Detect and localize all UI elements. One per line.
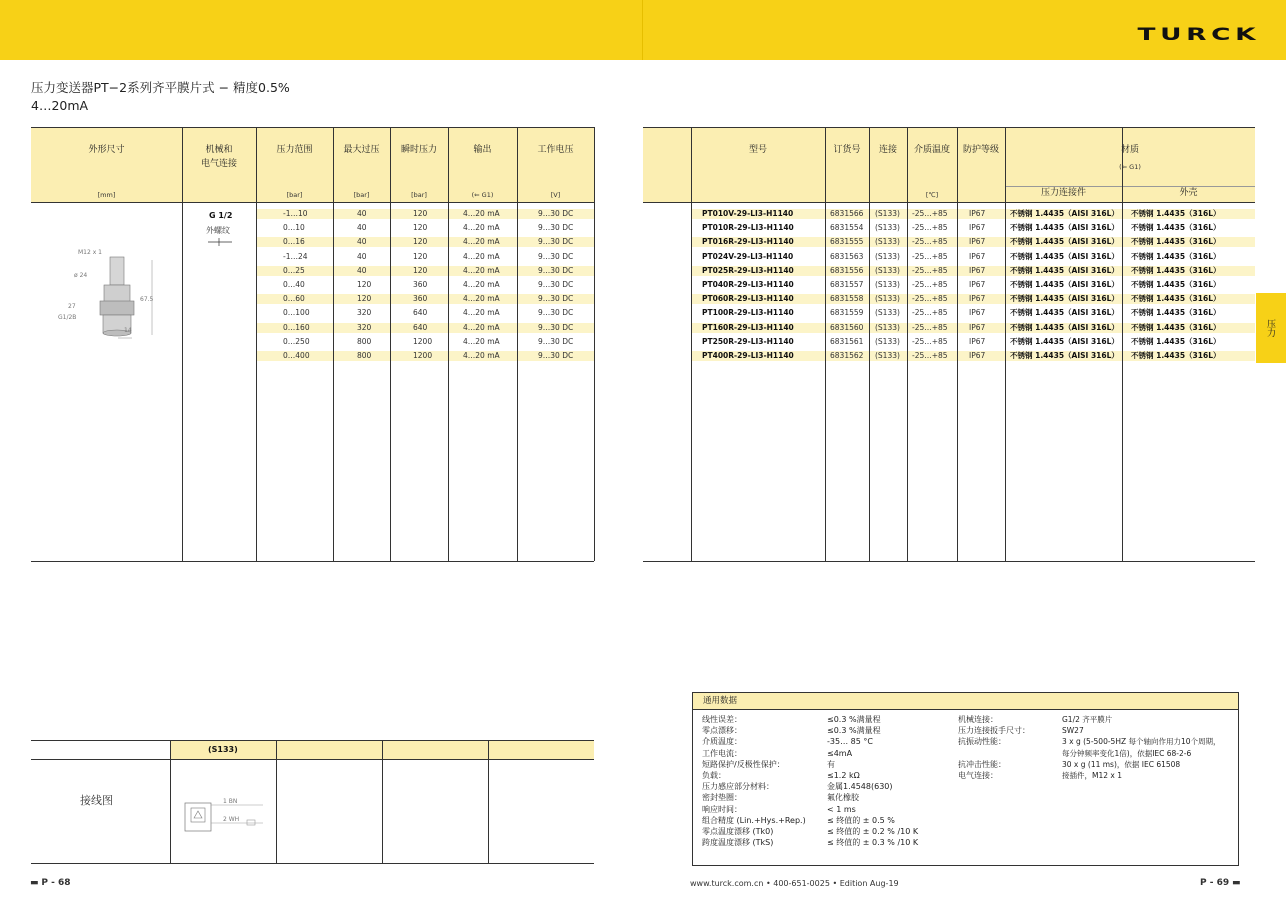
cell-burst: 120 [413,265,428,275]
cell-range: 0…60 [283,294,305,304]
cell-out: 4…20 mA [463,308,500,318]
cell-mat1: 不锈钢 1.4435（AISI 316L） [1010,265,1119,275]
cell-ident: 6831557 [830,280,864,289]
general-label: 电气连接： [958,771,998,780]
header-unit-3: [bar] [353,191,370,199]
cell-volt: 9…30 DC [538,294,574,304]
cell-mat2: 不锈钢 1.4435（316L） [1131,294,1221,304]
dim-d24: ø 24 [74,272,88,279]
cell-conn: (S133) [875,251,900,261]
cell-out: 4…20 mA [463,351,500,360]
cell-conn: (S133) [875,209,900,218]
general-value: 金属1.4548(630) [827,782,893,792]
general-value: ≤ 终值的 ± 0.3 % /10 K [827,838,919,848]
cell-volt: 9…30 DC [538,322,574,332]
general-value: 30 x g (11 ms)，依据 IEC 61508 [1062,759,1181,769]
header-bar [0,0,1286,60]
header-material-col1: 压力连接件 [1040,188,1086,198]
wiring-pin2: 2 WH [223,816,240,823]
cell-burst: 1200 [413,336,433,346]
header-r2: 连接 [878,145,897,155]
header-6: 工作电压 [537,145,574,155]
cell-conn: (S133) [875,223,900,233]
cell-ident: 6831566 [830,209,864,218]
connection-thread: G 1/2 [209,211,233,220]
general-label: 线性误差： [702,715,742,724]
col-divider [957,127,958,561]
general-label: 压力连接扳手尺寸： [958,726,1030,736]
header-4: 瞬时压力 [400,145,437,155]
cell-range: 0…40 [283,280,305,289]
cell-overp: 40 [357,251,367,261]
rule-head [31,202,594,203]
col-divider [869,127,870,561]
cell-type: PT010R-29-LI3-H1140 [702,223,794,233]
page-number-right: P - 69 ▬ [1200,878,1241,888]
cell-ip: IP67 [969,336,986,346]
cell-conn: (S133) [875,280,900,289]
cell-overp: 120 [357,280,372,289]
general-label: 抗振动性能： [958,737,1006,747]
cell-out: 4…20 mA [463,322,500,332]
general-label: 响应时间： [702,804,742,814]
cell-overp: 320 [357,308,372,318]
header-r4: 防护等级 [962,145,999,155]
header-3: 最大过压 [343,145,380,155]
cell-conn: (S133) [875,322,900,332]
cell-overp: 120 [357,294,372,304]
cell-ip: IP67 [969,308,986,318]
title-line1: 压力变送器PT−2系列齐平膜片式 − 精度0.5% [31,80,290,95]
cell-mat2: 不锈钢 1.4435（316L） [1131,251,1221,261]
cell-ip: IP67 [969,265,986,275]
cell-type: PT040R-29-LI3-H1140 [702,280,794,289]
cell-temp: -25…+85 [912,251,948,261]
cell-overp: 40 [357,223,367,233]
cell-burst: 1200 [413,351,433,360]
cell-volt: 9…30 DC [538,308,574,318]
dim-length: 67.5 [140,296,154,303]
cell-volt: 9…30 DC [538,336,574,346]
header-material: 材质 [1120,145,1139,155]
cell-mat1: 不锈钢 1.4435（AISI 316L） [1010,351,1119,360]
cell-out: 4…20 mA [463,237,500,247]
header-unit-6: [V] [550,191,561,199]
cell-ip: IP67 [969,351,986,360]
cell-ident: 6831554 [830,223,864,233]
cell-volt: 9…30 DC [538,351,574,360]
connector-symbol-icon [208,238,232,246]
cell-conn: (S133) [875,336,900,346]
general-label: 抗冲击性能： [958,759,1006,769]
rule-bottom [643,561,1255,562]
header-unit-0: [mm] [97,191,116,199]
cell-ident: 6831558 [830,294,864,304]
header-material-col2: 外壳 [1179,188,1198,198]
cell-conn: (S133) [875,351,900,360]
col-divider [594,127,595,561]
footer-contact: www.turck.com.cn • 400-651-0025 • Edition Aug-19 [690,879,899,888]
cell-mat1: 不锈钢 1.4435（AISI 316L） [1010,308,1119,318]
col-divider [825,127,826,561]
cell-mat2: 不锈钢 1.4435（316L） [1131,237,1221,247]
cell-overp: 800 [357,336,372,346]
cell-out: 4…20 mA [463,294,500,304]
cell-range: -1…24 [283,251,308,261]
header-1: 机械和 电气连接 [200,145,237,169]
cell-ip: IP67 [969,294,986,304]
cell-temp: -25…+85 [912,336,948,346]
side-tab[interactable] [1256,293,1286,363]
cell-range: 0…100 [283,308,310,318]
cell-ip: IP67 [969,280,986,289]
header-r3: 介质温度 [913,145,950,155]
cell-ident: 6831560 [830,322,864,332]
cell-out: 4…20 mA [463,251,500,261]
general-label: 零点温度漂移 (Tk0) [702,827,774,836]
cell-temp: -25…+85 [912,265,948,275]
title-line2: 4…20mA [31,98,89,113]
cell-ip: IP67 [969,322,986,332]
cell-overp: 800 [357,351,372,360]
cell-type: PT400R-29-LI3-H1140 [702,351,794,360]
cell-type: PT100R-29-LI3-H1140 [702,308,794,318]
cell-temp: -25…+85 [912,280,948,289]
cell-ident: 6831562 [830,351,864,360]
cell-mat2: 不锈钢 1.4435（316L） [1131,336,1221,346]
cell-range: -1…10 [283,209,308,218]
cell-ident: 6831563 [830,251,864,261]
cell-mat2: 不锈钢 1.4435（316L） [1131,308,1221,318]
cell-mat2: 不锈钢 1.4435（316L） [1131,223,1221,233]
general-label: 负载： [702,771,726,780]
cell-overp: 40 [357,265,367,275]
rule-top [31,127,594,128]
general-value: G1/2 齐平膜片 [1062,715,1113,724]
header-r0: 型号 [748,145,767,155]
cell-range: 0…400 [283,351,310,360]
general-label: 密封垫圈： [702,793,742,803]
dim-m12: M12 x 1 [78,249,102,256]
connection-type: 外螺纹 [206,226,230,235]
cell-mat1: 不锈钢 1.4435（AISI 316L） [1010,294,1119,304]
general-label: 零点漂移： [702,726,742,736]
general-value: -35… 85 °C [827,737,873,747]
col-divider [182,127,183,561]
cell-temp: -25…+85 [912,322,948,332]
cell-mat1: 不锈钢 1.4435（AISI 316L） [1010,237,1119,247]
cell-conn: (S133) [875,265,900,275]
cell-range: 0…250 [283,336,310,346]
cell-type: PT010V-29-LI3-H1140 [702,209,794,218]
cell-range: 0…25 [283,265,305,275]
cell-burst: 120 [413,251,428,261]
cell-mat1: 不锈钢 1.4435（AISI 316L） [1010,209,1119,218]
general-label: 机械连接： [958,715,998,724]
header-5: 输出 [473,145,492,155]
cell-burst: 120 [413,223,428,233]
cell-burst: 640 [413,308,428,318]
cell-ident: 6831559 [830,308,864,318]
dim-14: 14 [124,327,132,334]
cell-ip: IP67 [969,209,986,218]
cell-mat1: 不锈钢 1.4435（AISI 316L） [1010,322,1119,332]
general-value: ≤0.3 %满量程 [827,715,881,724]
general-value: ≤ 终值的 ± 0.5 % [827,815,895,825]
cell-mat2: 不锈钢 1.4435（316L） [1131,351,1221,360]
cell-type: PT025R-29-LI3-H1140 [702,265,794,275]
rule-top [643,127,1255,128]
cell-burst: 640 [413,322,428,332]
general-label: 工作电流： [702,748,742,758]
cell-type: PT250R-29-LI3-H1140 [702,336,794,346]
rule-head [643,202,1255,203]
cell-burst: 360 [413,280,428,289]
cell-mat1: 不锈钢 1.4435（AISI 316L） [1010,223,1119,233]
cell-range: 0…16 [283,237,305,247]
header-r1: 订货号 [833,145,861,155]
cell-range: 0…10 [283,223,305,233]
cell-mat2: 不锈钢 1.4435（316L） [1131,322,1221,332]
general-data-box [692,692,1239,866]
cell-mat1: 不锈钢 1.4435（AISI 316L） [1010,251,1119,261]
cell-mat1: 不锈钢 1.4435（AISI 316L） [1010,280,1119,289]
wiring-pin1: 1 BN [223,798,238,805]
header-0: 外形尺寸 [88,145,125,155]
cell-burst: 120 [413,209,428,218]
cell-type: PT060R-29-LI3-H1140 [702,294,794,304]
cell-ident: 6831561 [830,336,864,346]
dim-g12: G1/2B [58,314,77,321]
page-title [31,79,290,115]
header-material-sub: (⇐ G1) [1119,163,1141,171]
side-tab-label: 压力 [1265,319,1275,337]
general-value: ≤1.2 kΩ [827,771,860,780]
general-value: 氟化橡胶 [827,793,859,803]
cell-range: 0…160 [283,322,310,332]
cell-volt: 9…30 DC [538,251,574,261]
cell-volt: 9…30 DC [538,209,574,218]
general-value: ≤4mA [827,748,853,758]
dim-sw27: 27 [68,303,76,310]
cell-overp: 320 [357,322,372,332]
general-value: 有 [827,759,835,769]
general-label: 组合精度 (Lin.+Hys.+Rep.) [702,815,806,825]
cell-type: PT160R-29-LI3-H1140 [702,322,794,332]
general-label: 跨度温度漂移 (TkS) [702,838,774,848]
cell-out: 4…20 mA [463,336,500,346]
cell-conn: (S133) [875,294,900,304]
cell-mat2: 不锈钢 1.4435（316L） [1131,280,1221,289]
header-unit-5: (⇐ G1) [471,191,494,199]
cell-temp: -25…+85 [912,308,948,318]
header-unit-2: [bar] [286,191,303,199]
general-value: 每分钟频率变化1倍)，依据IEC 68-2-6 [1062,748,1192,758]
page-number-left: ▬ P - 68 [30,878,71,888]
general-value: 3 x g (5-500-5HZ 每个轴向作用力10个周期， [1062,737,1221,747]
cell-type: PT024V-29-LI3-H1140 [702,251,794,261]
general-label: 短路保护/反极性保护： [702,759,785,769]
cell-temp: -25…+85 [912,237,948,247]
general-value: < 1 ms [827,804,856,814]
turck-logo: TURCK [1137,25,1260,45]
cell-out: 4…20 mA [463,280,500,289]
cell-out: 4…20 mA [463,209,500,218]
rule-bottom [31,561,594,562]
header-2: 压力范围 [276,145,313,155]
cell-overp: 40 [357,209,367,218]
cell-conn: (S133) [875,237,900,247]
general-value: ≤ 终值的 ± 0.2 % /10 K [827,827,919,836]
cell-mat2: 不锈钢 1.4435（316L） [1131,265,1221,275]
cell-mat2: 不锈钢 1.4435（316L） [1131,209,1221,218]
general-label: 介质温度： [702,737,742,747]
cell-temp: -25…+85 [912,351,948,360]
cell-volt: 9…30 DC [538,223,574,233]
cell-volt: 9…30 DC [538,237,574,247]
cell-volt: 9…30 DC [538,280,574,289]
cell-out: 4…20 mA [463,223,500,233]
general-value: ≤0.3 %满量程 [827,726,881,736]
cell-ip: IP67 [969,237,986,247]
cell-conn: (S133) [875,308,900,318]
cell-out: 4…20 mA [463,265,500,275]
cell-burst: 360 [413,294,428,304]
general-value: 接插件，M12 x 1 [1062,771,1122,780]
header-unit-4: [bar] [411,191,427,199]
cell-volt: 9…30 DC [538,265,574,275]
cell-ident: 6831556 [830,265,864,275]
wiring-code: (S133) [208,745,238,754]
header-r-unit-3: [℃] [925,191,939,199]
cell-ident: 6831555 [830,237,864,247]
cell-type: PT016R-29-LI3-H1140 [702,237,794,247]
wiring-label: 接线图 [80,794,113,807]
cell-overp: 40 [357,237,367,247]
general-label: 压力感应部分材料： [702,782,774,792]
cell-temp: -25…+85 [912,209,948,218]
general-value: SW27 [1062,726,1084,736]
cell-ip: IP67 [969,223,986,233]
cell-ip: IP67 [969,251,986,261]
cell-temp: -25…+85 [912,223,948,233]
cell-temp: -25…+85 [912,294,948,304]
cell-mat1: 不锈钢 1.4435（AISI 316L） [1010,336,1119,346]
general-data-title: 通用数据 [693,693,1238,710]
cell-burst: 120 [413,237,428,247]
col-divider [691,127,692,561]
